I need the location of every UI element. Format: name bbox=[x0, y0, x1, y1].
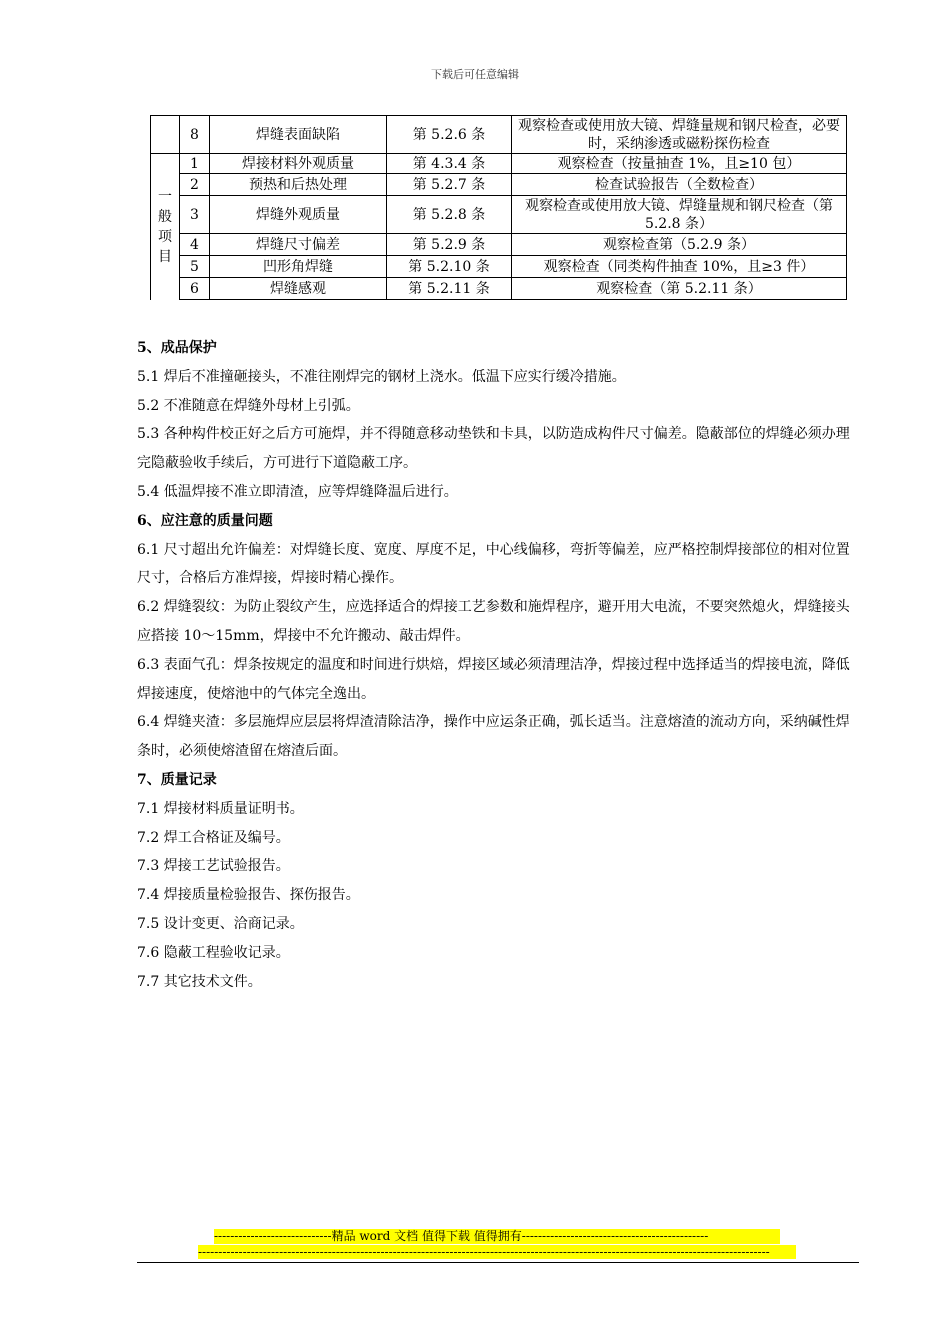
section-heading: 7、质量记录 bbox=[137, 771, 217, 788]
row-number: 3 bbox=[180, 196, 210, 234]
paragraph: 7.1 焊接材料质量证明书。 bbox=[137, 800, 304, 817]
table-row bbox=[151, 234, 847, 256]
row-method: 检查试验报告（全数检查） bbox=[512, 174, 847, 196]
paragraph: 5.2 不准随意在焊缝外母材上引弧。 bbox=[137, 397, 360, 414]
row-number: 1 bbox=[180, 154, 210, 174]
footer-divider bbox=[137, 1262, 859, 1263]
table-row bbox=[151, 278, 847, 300]
row-clause: 第 5.2.9 条 bbox=[387, 234, 512, 256]
row-clause: 第 4.3.4 条 bbox=[387, 154, 512, 174]
category-cell-main bbox=[151, 116, 180, 154]
paragraph: 6.1 尺寸超出允许偏差：对焊缝长度、宽度、厚度不足，中心线偏移，弯折等偏差，应严格控制焊接部位的相对位置尺寸，合格后方准焊接，焊接时精心操作。 bbox=[137, 541, 850, 587]
row-clause: 第 5.2.11 条 bbox=[387, 278, 512, 300]
paragraph: 7.7 其它技术文件。 bbox=[137, 973, 262, 990]
section-heading: 5、成品保护 bbox=[137, 340, 217, 356]
row-number: 8 bbox=[180, 116, 210, 154]
row-number: 6 bbox=[180, 278, 210, 300]
row-method: 观察检查第（5.2.9 条） bbox=[512, 234, 847, 256]
row-item: 凹形角焊缝 bbox=[210, 256, 387, 278]
row-item: 预热和后热处理 bbox=[210, 174, 387, 196]
paragraph: 7.5 设计变更、洽商记录。 bbox=[137, 915, 304, 932]
table-row bbox=[151, 174, 847, 196]
row-number: 4 bbox=[180, 234, 210, 256]
row-item: 焊缝感观 bbox=[210, 278, 387, 300]
row-clause: 第 5.2.7 条 bbox=[387, 174, 512, 196]
table-row bbox=[151, 196, 847, 234]
footer-banner-line-2: --------------------------------------------------------------------------------------------------------------------------------------------- bbox=[198, 1245, 796, 1259]
row-method: 观察检查（按量抽查 1%，且≥10 包） bbox=[512, 154, 847, 174]
page-header: 下载后可任意编辑 bbox=[431, 68, 519, 81]
paragraph: 6.2 焊缝裂纹：为防止裂纹产生，应选择适合的焊接工艺参数和施焊程序，避开用大电流，不要突然熄火，焊缝接头应搭接 10～15mm，焊接中不允许搬动、敲击焊件。 bbox=[137, 599, 850, 644]
paragraph: 5.4 低温焊接不准立即清渣，应等焊缝降温后进行。 bbox=[137, 483, 458, 500]
row-method: 观察检查（第 5.2.11 条） bbox=[512, 278, 847, 300]
footer-banner-line-1: -----------------------------精品 word 文档 值得下载 值得拥有---------------------------------------------- bbox=[214, 1229, 780, 1244]
paragraph: 6.3 表面气孔：焊条按规定的温度和时间进行烘焙，焊接区域必须清理洁净，焊接过程中选择适当的焊接电流，降低焊接速度，使熔池中的气体完全逸出。 bbox=[137, 656, 850, 702]
paragraph: 7.4 焊接质量检验报告、探伤报告。 bbox=[137, 887, 360, 904]
row-item: 焊缝尺寸偏差 bbox=[210, 234, 387, 256]
category-cell-general: 一般项目 bbox=[151, 154, 180, 300]
paragraph: 5.1 焊后不准撞砸接头，不准往刚焊完的钢材上浇水。低温下应实行缓冷措施。 bbox=[137, 368, 626, 385]
row-number: 2 bbox=[180, 174, 210, 196]
table-row bbox=[151, 256, 847, 278]
row-method: 观察检查或使用放大镜、焊缝量规和钢尺检查（第 5.2.8 条） bbox=[512, 196, 847, 234]
paragraph: 5.3 各种构件校正好之后方可施焊，并不得随意移动垫铁和卡具，以防造成构件尺寸偏差。隐蔽部位的焊缝必须办理完隐蔽验收手续后，方可进行下道隐蔽工序。 bbox=[137, 426, 850, 472]
paragraph: 7.2 焊工合格证及编号。 bbox=[137, 829, 290, 846]
document-body bbox=[137, 334, 859, 996]
row-item: 焊缝表面缺陷 bbox=[210, 116, 387, 154]
row-item: 焊缝外观质量 bbox=[210, 196, 387, 234]
paragraph: 6.4 焊缝夹渣：多层施焊应层层将焊渣清除洁净，操作中应运条正确，弧长适当。注意熔渣的流动方向，采纳碱性焊条时，必须使熔渣留在熔渣后面。 bbox=[137, 714, 850, 760]
row-number: 5 bbox=[180, 256, 210, 278]
row-item: 焊接材料外观质量 bbox=[210, 154, 387, 174]
row-clause: 第 5.2.8 条 bbox=[387, 196, 512, 234]
row-method: 观察检查（同类构件抽查 10%，且≥3 件） bbox=[512, 256, 847, 278]
paragraph: 7.6 隐蔽工程验收记录。 bbox=[137, 944, 290, 961]
row-clause: 第 5.2.10 条 bbox=[387, 256, 512, 278]
section-heading: 6、应注意的质量问题 bbox=[137, 512, 273, 529]
row-clause: 第 5.2.6 条 bbox=[387, 116, 512, 154]
quality-inspection-table bbox=[150, 115, 847, 300]
row-method: 观察检查或使用放大镜、焊缝量规和钢尺检查，必要时，采纳渗透或磁粉探伤检查 bbox=[512, 116, 847, 154]
table-row bbox=[151, 154, 847, 174]
paragraph: 7.3 焊接工艺试验报告。 bbox=[137, 858, 290, 875]
table-row bbox=[151, 116, 847, 154]
